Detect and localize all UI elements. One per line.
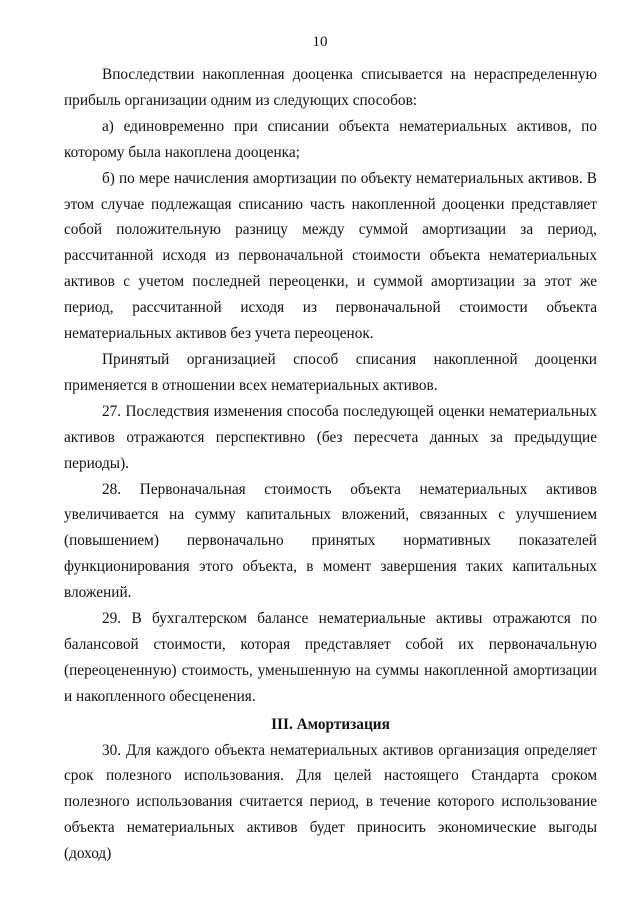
paragraph-method-applies: Принятый организацией способ списания накопленной дооценки применяется в отношении всех нематериальных активов. <box>64 350 597 394</box>
paragraph-item-28: 28. Первоначальная стоимость объекта нематериальных активов увеличивается на сумму капитальных вложений, связанных с улучшением (повышением) первоначально принятых нормативных показателей функционирования этого объекта, в момент завершения таких капитальных вложений. <box>64 480 597 602</box>
paragraph-item-27: 27. Последствия изменения способа последующей оценки нематериальных активов отражаются перспективно (без пересчета данных за предыдущие периоды). <box>64 402 597 472</box>
paragraph-option-b: б) по мере начисления амортизации по объекту нематериальных активов. В этом случае подлежащая списанию часть накопленной дооценки представляет собой положительную разницу между суммой амортизации за период, рассчитанной исходя из первоначальной стоимости объекта нематериальных активов с учетом последней переоценки, и суммой амортизации за этот же период, рассчитанной исходя из первоначальной стоимости объекта нематериальных активов без учета переоценок. <box>64 169 597 343</box>
page-number: 10 <box>312 34 328 50</box>
document-body <box>64 62 597 867</box>
paragraph-item-29: 29. В бухгалтерском балансе нематериальные активы отражаются по балансовой стоимости, которая представляет собой их первоначальную (переоцененную) стоимость, уменьшенную на суммы накопленной амортизации и накопленного обесценения. <box>64 610 597 705</box>
section-heading: III. Амортизация <box>271 715 390 733</box>
paragraph-writeoff-intro: Впоследствии накопленная дооценка списывается на нераспределенную прибыль организации одним из следующих способов: <box>64 66 597 109</box>
paragraph-option-a: а) единовременно при списании объекта нематериальных активов, по которому была накоплена дооценка; <box>64 117 597 161</box>
paragraph-item-30: 30. Для каждого объекта нематериальных активов организация определяет срок полезного использования. Для целей настоящего Стандарта сроком полезного использования считается период, в течение которого использование объекта нематериальных активов будет приносить экономические выгоды (доход) <box>64 741 597 863</box>
